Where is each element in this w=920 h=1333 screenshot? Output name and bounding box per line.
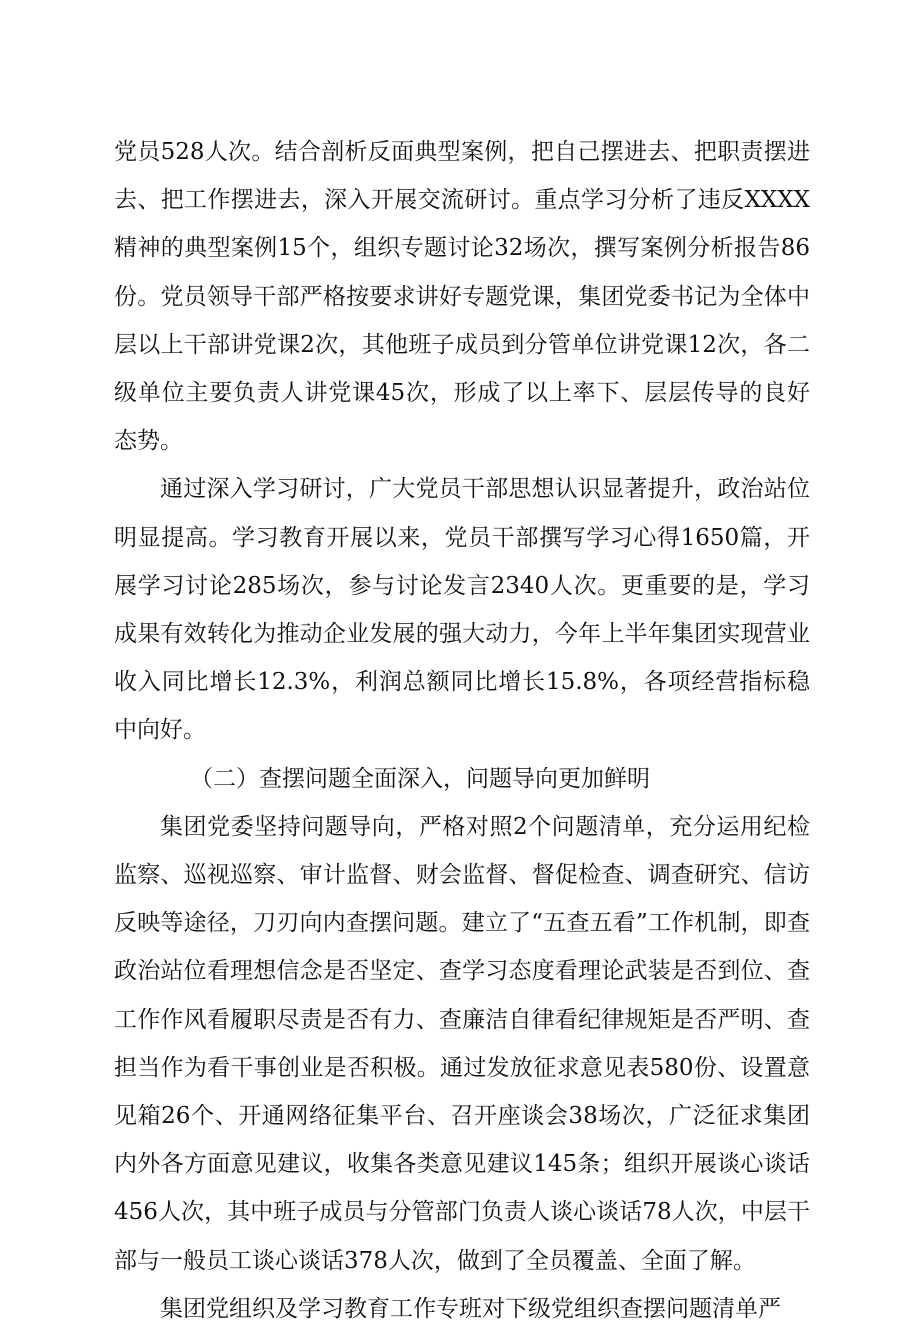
paragraph-study-results: 通过深入学习研讨，广大党员干部思想认识显著提升，政治站位明显提高。学习教育开展以来，党员干部撰写学习心得1650篇，开展学习讨论285场次，参与讨论发言2340人次。更重要的是，学习成果有效转化为推动企业发展的强大动力，今年上半年集团实现营业收入同比增长12.3%，利润总额同比增长15.8%，各项经营指标稳中向好。	[114, 476, 810, 744]
section-heading: （二）查摆问题全面深入，问题导向更加鲜明	[190, 765, 650, 792]
paragraph-problem-finding: 集团党委坚持问题导向，严格对照2个问题清单，充分运用纪检监察、巡视巡察、审计监督、财会监督、督促检查、调查研究、信访反映等途径，刀刃向内查摆问题。建立了“五查五看”工作机制，即查政治站位看理想信念是否坚定、查学习态度看理论武装是否到位、查工作作风看履职尽责是否有力、查廉洁自律看纪律规矩是否严明、查担当作为看干事创业是否积极。通过发放征求意见表580份、设置意见箱26个、开通网络征集平台、召开座谈会38场次，广泛征求集团内外各方面意见建议，收集各类意见建议145条；组织开展谈心谈话456人次，其中班子成员与分管部门负责人谈心谈话78人次，中层干部与一般员工谈心谈话378人次，做到了全员覆盖、全面了解。	[114, 813, 810, 1274]
document-body	[114, 128, 810, 1333]
paragraph-problem-list-review: 集团党组织及学习教育工作专班对下级党组织查摆问题清单严	[160, 1295, 781, 1322]
paragraph-continuation: 党员528人次。结合剖析反面典型案例，把自己摆进去、把职责摆进去、把工作摆进去，深入开展交流研讨。重点学习分析了违反XXXX精神的典型案例15个，组织专题讨论32场次，撰写案例分析报告86份。党员领导干部严格按要求讲好专题党课，集团党委书记为全体中层以上干部讲党课2次，其他班子成员到分管单位讲党课12次，各二级单位主要负责人讲党课45次，形成了以上率下、层层传导的良好态势。	[114, 139, 810, 455]
